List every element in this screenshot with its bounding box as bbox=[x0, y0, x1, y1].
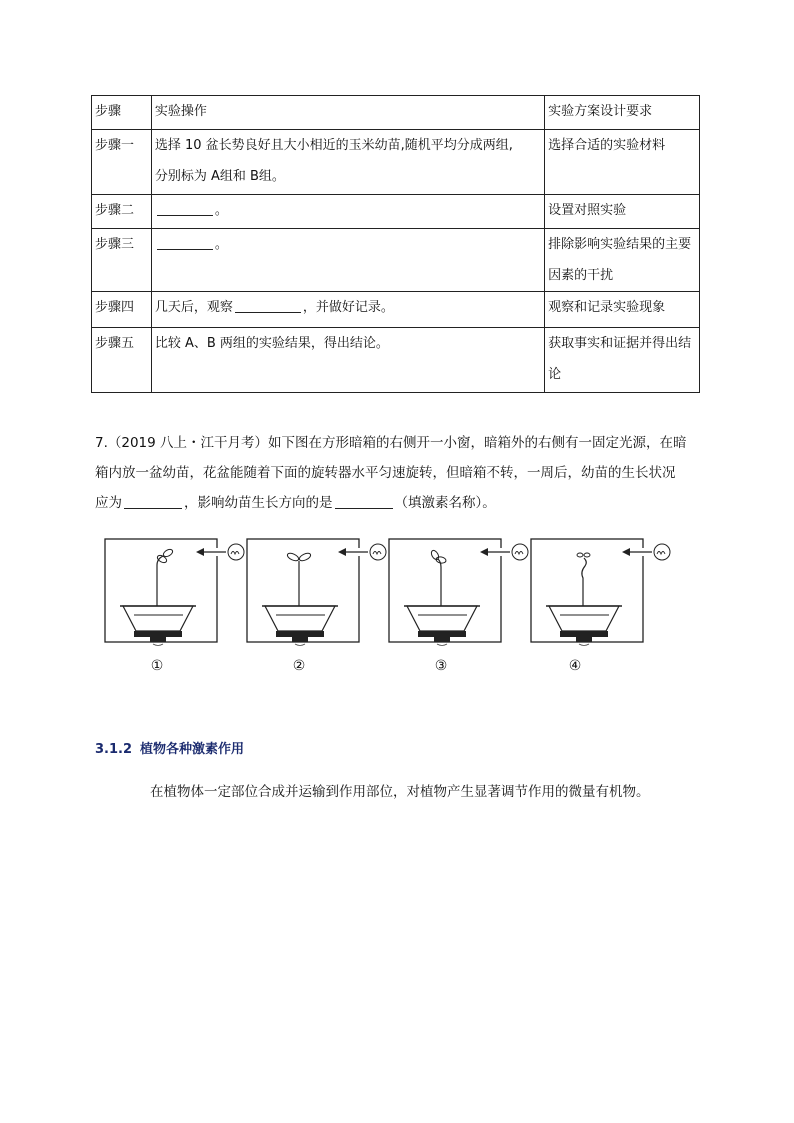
operation-prefix: 几天后，观察 bbox=[154, 300, 233, 315]
operation-cell bbox=[151, 328, 544, 393]
step-label: 步骤一 bbox=[92, 130, 152, 195]
requirement-cell bbox=[545, 229, 700, 292]
operation-line: 选择 10 盆长势良好且大小相近的玉米幼苗,随机平均分成两组, bbox=[154, 138, 513, 153]
operation-suffix: ，并做好记录。 bbox=[302, 300, 394, 315]
table-row bbox=[92, 328, 700, 393]
question-text: 应为 bbox=[95, 495, 122, 511]
answer-blank[interactable] bbox=[124, 494, 182, 509]
figure-label-2: ② bbox=[292, 658, 306, 674]
operation-line: 比较 A、B 两组的实验结果，得出结论。 bbox=[154, 336, 389, 351]
section-heading bbox=[95, 738, 244, 757]
operation-cell bbox=[151, 229, 544, 292]
answer-blank[interactable] bbox=[157, 235, 213, 250]
operation-line: 分别标为 A组和 B组。 bbox=[154, 169, 285, 184]
setup-2 bbox=[247, 539, 386, 646]
requirement-cell bbox=[545, 328, 700, 393]
operation-suffix: 。 bbox=[214, 237, 228, 252]
question-line: 7.（2019 八上・江干月考）如下图在方形暗箱的右侧开一小窗，暗箱外的右侧有一固定光源，在暗 bbox=[95, 435, 687, 451]
question-text: （填激素名称）。 bbox=[394, 495, 496, 511]
operation-cell bbox=[151, 195, 544, 229]
requirement-line: 设置对照实验 bbox=[548, 203, 627, 218]
figure-label-3: ③ bbox=[434, 658, 448, 674]
requirement-line: 论 bbox=[548, 367, 562, 382]
figure-label-1: ① bbox=[150, 658, 164, 674]
table-row bbox=[92, 229, 700, 292]
step-label: 步骤四 bbox=[92, 292, 152, 328]
step-label: 步骤二 bbox=[92, 195, 152, 229]
table-row bbox=[92, 130, 700, 195]
requirement-cell bbox=[545, 292, 700, 328]
question-line: 箱内放一盆幼苗，花盆能随着下面的旋转器水平匀速旋转，但暗箱不转，一周后，幼苗的生长状况 bbox=[95, 465, 676, 481]
setup-4 bbox=[531, 539, 670, 646]
section-number: 3.1.2 bbox=[95, 742, 133, 757]
table-row bbox=[92, 195, 700, 229]
question-text: ，影响幼苗生长方向的是 bbox=[184, 495, 333, 511]
seedling-diagram bbox=[98, 533, 678, 658]
answer-blank[interactable] bbox=[335, 494, 393, 509]
requirement-line: 选择合适的实验材料 bbox=[548, 138, 666, 153]
requirement-cell bbox=[545, 195, 700, 229]
operation-suffix: 。 bbox=[214, 203, 228, 218]
requirement-line: 观察和记录实验现象 bbox=[548, 300, 666, 315]
question-7 bbox=[95, 428, 715, 518]
experiment-steps-table bbox=[91, 95, 700, 393]
header-operation: 实验操作 bbox=[151, 96, 544, 130]
seedling-figure bbox=[98, 533, 678, 678]
answer-blank[interactable] bbox=[235, 298, 301, 313]
section-title: 植物各种激素作用 bbox=[140, 742, 245, 757]
requirement-line: 因素的干扰 bbox=[548, 268, 614, 283]
step-label: 步骤三 bbox=[92, 229, 152, 292]
setup-3 bbox=[389, 539, 528, 646]
operation-cell bbox=[151, 292, 544, 328]
header-requirement: 实验方案设计要求 bbox=[545, 96, 700, 130]
setup-1 bbox=[105, 539, 244, 646]
header-step: 步骤 bbox=[92, 96, 152, 130]
figure-label-4: ④ bbox=[568, 658, 582, 674]
requirement-cell bbox=[545, 130, 700, 195]
requirement-line: 获取事实和证据并得出结 bbox=[548, 336, 692, 351]
requirement-line: 排除影响实验结果的主要 bbox=[548, 237, 692, 252]
table-row bbox=[92, 292, 700, 328]
definition-paragraph: 在植物体一定部位合成并运输到作用部位，对植物产生显著调节作用的微量有机物。 bbox=[150, 784, 650, 800]
operation-cell bbox=[151, 130, 544, 195]
table-header-row bbox=[92, 96, 700, 130]
step-label: 步骤五 bbox=[92, 328, 152, 393]
answer-blank[interactable] bbox=[157, 201, 213, 216]
